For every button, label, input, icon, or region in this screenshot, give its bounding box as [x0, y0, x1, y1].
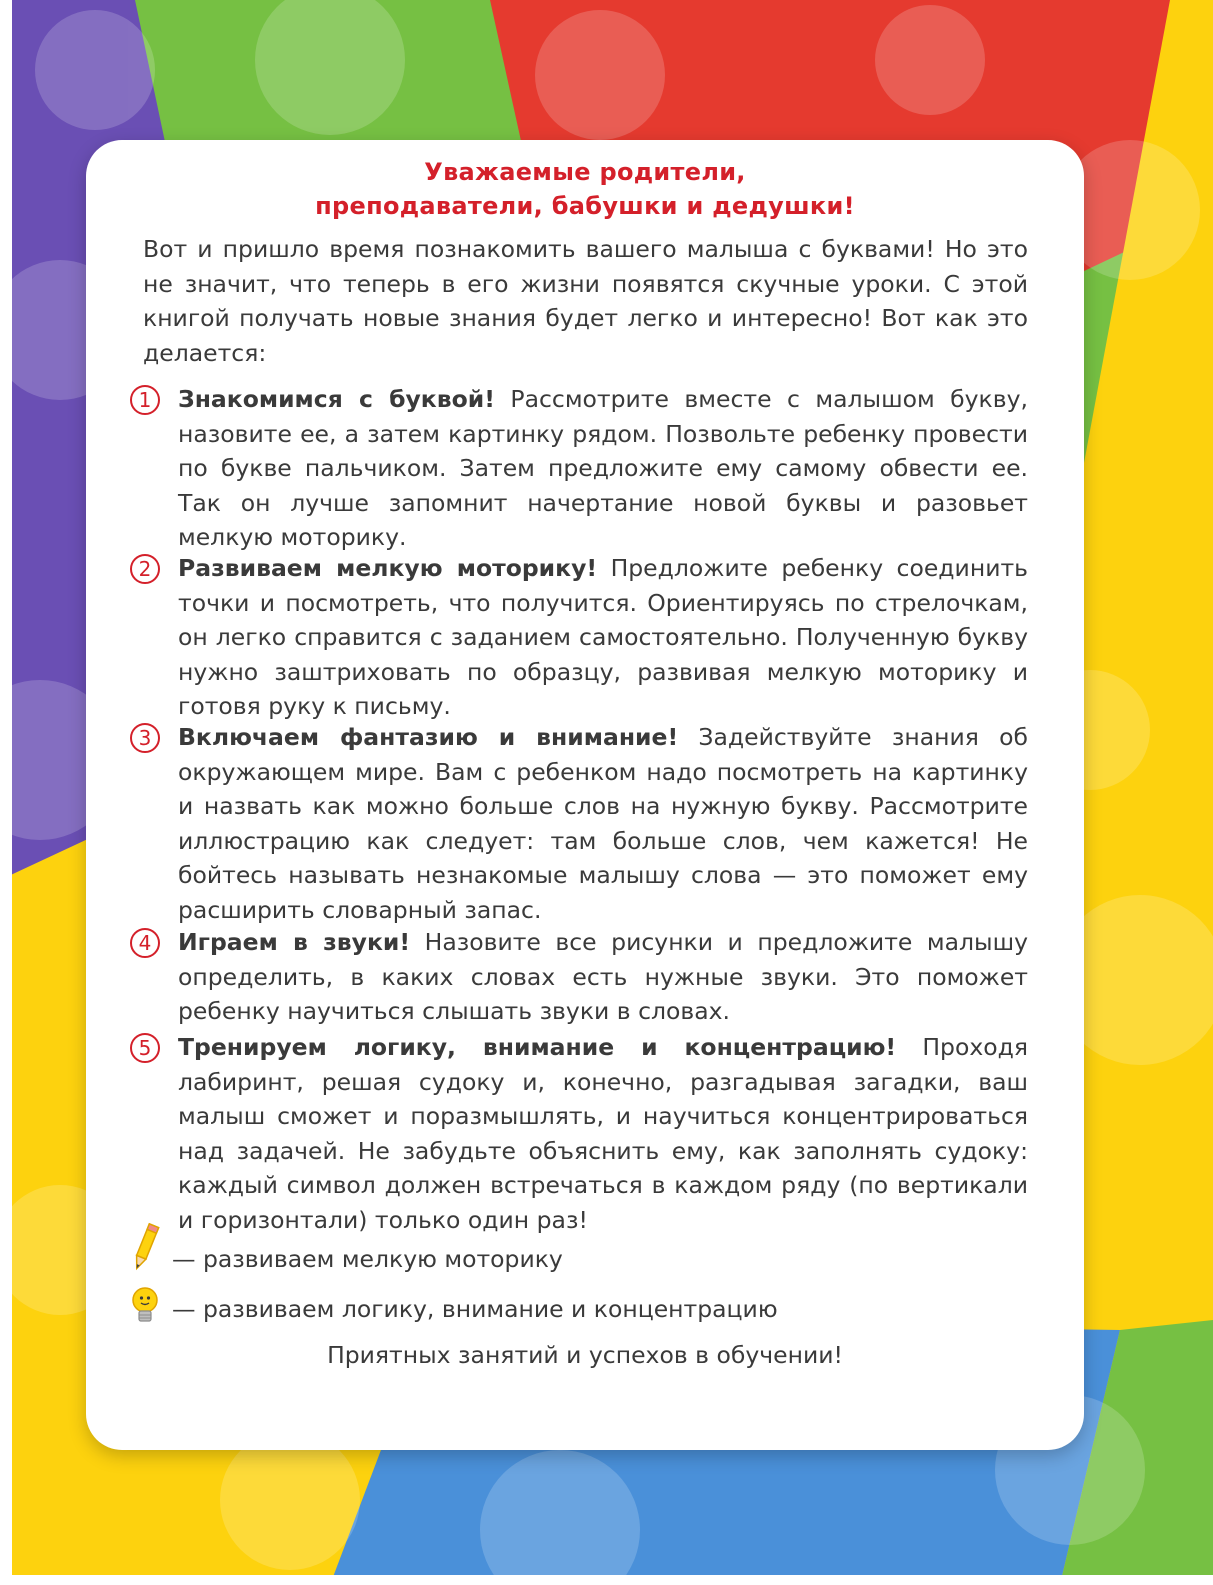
list-item [178, 1030, 1028, 1237]
lightbulb-icon [129, 1285, 161, 1329]
list-item [178, 925, 1028, 1029]
legend-pencil-text: — развиваем мелкую моторику [172, 1245, 563, 1273]
item-text: Назовите все рисунки и предложите малышу определить, в каких словах есть нужные звуки. Это поможет ребенку научиться слышать звуки в словах. [178, 928, 1028, 1025]
item-number-5: 5 [130, 1033, 160, 1063]
intro-paragraph: Вот и пришло время познакомить вашего малыша с буквами! Но это не значит, что теперь в его жизни появятся скучные уроки. С этой книгой получать новые знания будет легко и интересно! Вот как это делается: [143, 235, 1028, 367]
item-number-1: 1 [130, 385, 160, 415]
item-number-4: 4 [130, 928, 160, 958]
item-text: Проходя лабиринт, решая судоку и, конечно, разгадывая загадки, ваш малыш сможет и поразмышлять, и научиться концентрироваться над задачей. Не забудьте объяснить ему, как заполнять судоку: каждый символ должен встречаться в каждом ряду (по вертикали и горизонтали) только один раз! [178, 1033, 1028, 1234]
item-title: Тренируем логику, внимание и концентрацию! [178, 1033, 897, 1061]
pencil-icon [128, 1222, 162, 1274]
item-title: Знакомимся с буквой! [178, 385, 495, 413]
list-item [178, 551, 1028, 724]
item-text: Рассмотрите вместе с малышом букву, назовите ее, а затем картинку рядом. Позвольте ребенку провести по букве пальчиком. Затем предложите ему самому обвести ее. Так он лучше запомнит начертание новой буквы и разовьет мелкую моторику. [178, 385, 1028, 551]
item-text: Предложите ребенку соединить точки и посмотреть, что получится. Ориентируясь по стрелочкам, он легко справится с заданием самостоятельно. Полученную букву нужно заштриховать по образцу, развивая мелкую моторику и готовя руку к письму. [178, 554, 1029, 720]
closing-line: Приятных занятий и успехов в обучении! [327, 1341, 843, 1369]
heading-line-2: преподаватели, бабушки и дедушки! [315, 192, 855, 220]
list-item [178, 720, 1028, 927]
item-text: Задействуйте знания об окружающем мире. Вам с ребенком надо посмотреть на картинку и назвать как можно больше слов на нужную букву. Рассмотрите иллюстрацию как следует: там больше слов, чем кажется! Не бойтесь называть незнакомые малышу слова — это поможет ему расширить словарный запас. [178, 723, 1028, 924]
item-number-2: 2 [130, 554, 160, 584]
heading-line-1: Уважаемые родители, [424, 158, 746, 186]
item-title: Играем в звуки! [178, 928, 411, 956]
legend-lightbulb-text: — развиваем логику, внимание и концентрацию [172, 1295, 778, 1323]
item-title: Включаем фантазию и внимание! [178, 723, 679, 751]
list-item [178, 382, 1028, 555]
item-title: Развиваем мелкую моторику! [178, 554, 598, 582]
item-number-3: 3 [130, 723, 160, 753]
